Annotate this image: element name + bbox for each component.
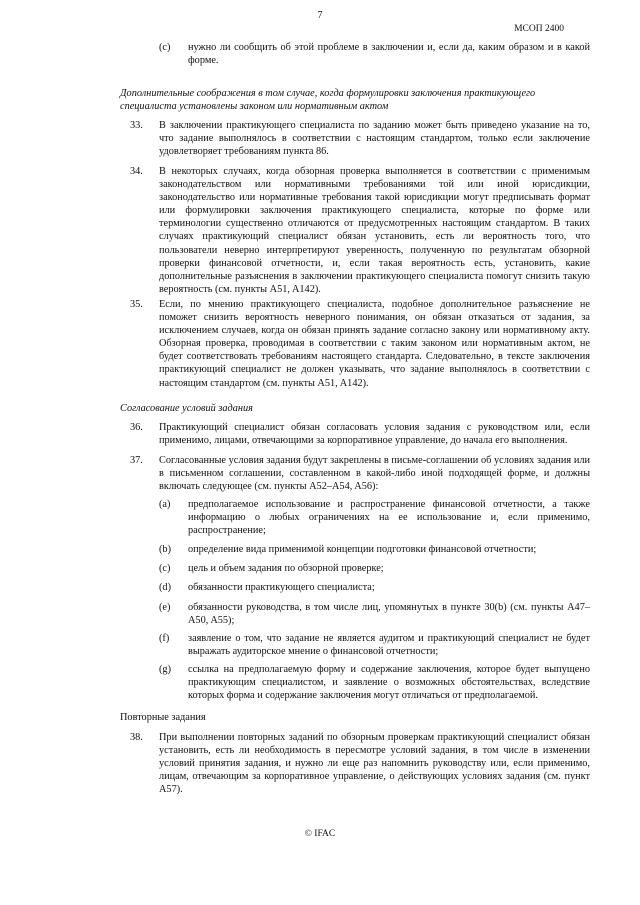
list-item-label: (d)	[159, 582, 172, 593]
list-item-label: (g)	[159, 664, 172, 675]
paragraph-text: В некоторых случаях, когда обзорная проверка выполняется в соответствии с применимым законодательством или нормативными требованиями той или иной юрисдикции, законодательство или нормативные требования такой юрисдикции могут предписывать формат или формулировки заключения практикующего специалиста, которые по форме или терминологии существенно отличаются от предусмотренных настоящим стандартом. В таких случаях практикующий специалист обязан установить, есть ли вероятность того, что пользователи неверно интерпретируют уверенность, полученную по результатам обзорной проверки финансовой отчетности, и, если такая вероятность есть, установить, какие дополнительные разъяснения в заключении практикующего специалиста помогут снизить такую вероятность (см. пункты A51, A142).	[159, 166, 590, 295]
section-heading-terms: Согласование условий задания	[120, 403, 253, 414]
paragraph-number: 38.	[130, 732, 143, 743]
list-item-text: цель и объем задания по обзорной проверке;	[188, 563, 384, 574]
paragraph-number: 33.	[130, 120, 143, 131]
list-item-label: (f)	[159, 633, 170, 644]
list-item-text: нужно ли сообщить об этой проблеме в заключении и, если да, каким образом и в какой форме.	[188, 42, 590, 67]
paragraph-text: В заключении практикующего специалиста по заданию может быть приведено указание на то, что задание выполнялось в соответствии с настоящим стандартом, только если заключение удовлетворяет требованиям пункта 86.	[159, 120, 590, 158]
paragraph-text: Если, по мнению практикующего специалиста, подобное дополнительное разъяснение не поможет снизить вероятность неверного понимания, он обязан отказаться от задания, за исключением случаев, когда он обязан принять задание согласно закону или нормативному акту. Обзорная проверка, проводимая в соответствии с таким законом или нормативным актом, не будет соответствовать требованиям настоящего стандарта. Следовательно, в тексте заключения практикующий специалист не должен указывать, что задание выполнялось в соответствии с настоящим стандартом (см. пункты A51, A142).	[159, 299, 590, 389]
list-item-text: определение вида применимой концепции подготовки финансовой отчетности;	[188, 544, 537, 555]
list-item-label: (e)	[159, 602, 171, 613]
document-code: МСОП 2400	[514, 24, 564, 34]
list-item-text: обязанности практикующего специалиста;	[188, 582, 375, 593]
paragraph-text: При выполнении повторных заданий по обзорным проверкам практикующий специалист обязан установить, есть ли необходимость в пересмотре условий задания, в том числе в изменении условий принятия задания, и нужно ли еще раз напомнить руководству или, если применимо, лицам, отвечающим за корпоративное управление, о действующих условиях задания (см. пункт A57).	[159, 732, 590, 796]
paragraph-number: 34.	[130, 166, 143, 177]
paragraph-text: Согласованные условия задания будут закреплены в письме-соглашении об условиях задания или в письменном соглашении, составленном в какой-либо иной подходящей форме, и должны включать следующее (см. пункты A52–A54, A56):	[159, 455, 590, 493]
list-item-label: (b)	[159, 544, 172, 555]
paragraph-number: 35.	[130, 299, 143, 310]
page-number: 7	[317, 10, 323, 21]
list-item-text: предполагаемое использование и распространение финансовой отчетности, а также информацию о любых ограничениях на ее использование и, если применимо, распространение;	[188, 499, 590, 537]
list-item-label: (c)	[159, 563, 171, 574]
list-item-text: заявление о том, что задание не является аудитом и практикующий специалист не будет выражать аудиторское мнение о финансовой отчетности;	[188, 633, 590, 658]
list-item-label: (a)	[159, 499, 171, 510]
paragraph-text: Практикующий специалист обязан согласовать условия задания с руководством или, если применимо, лицами, отвечающими за корпоративное управление, до начала его выполнения.	[159, 422, 590, 447]
footer-copyright: © IFAC	[304, 829, 336, 839]
list-item-label: (c)	[159, 42, 171, 53]
paragraph-number: 36.	[130, 422, 143, 433]
paragraph-number: 37.	[130, 455, 143, 466]
section-heading-repeat: Повторные задания	[120, 712, 206, 723]
list-item-text: обязанности руководства, в том числе лиц, упомянутых в пункте 30(b) (см. пункты A47–A50, A55);	[188, 602, 590, 627]
section-heading-additional: Дополнительные соображения в том случае, когда формулировки заключения практикующего специалиста установлены законом или нормативным актом	[120, 88, 536, 113]
list-item-text: ссылка на предполагаемую форму и содержание заключения, которое будет выпущено практикующим специалистом, и заявление о возможных обстоятельствах, вследствие которых форма и содержание заключения могут отличаться от предполагаемой.	[188, 664, 590, 702]
